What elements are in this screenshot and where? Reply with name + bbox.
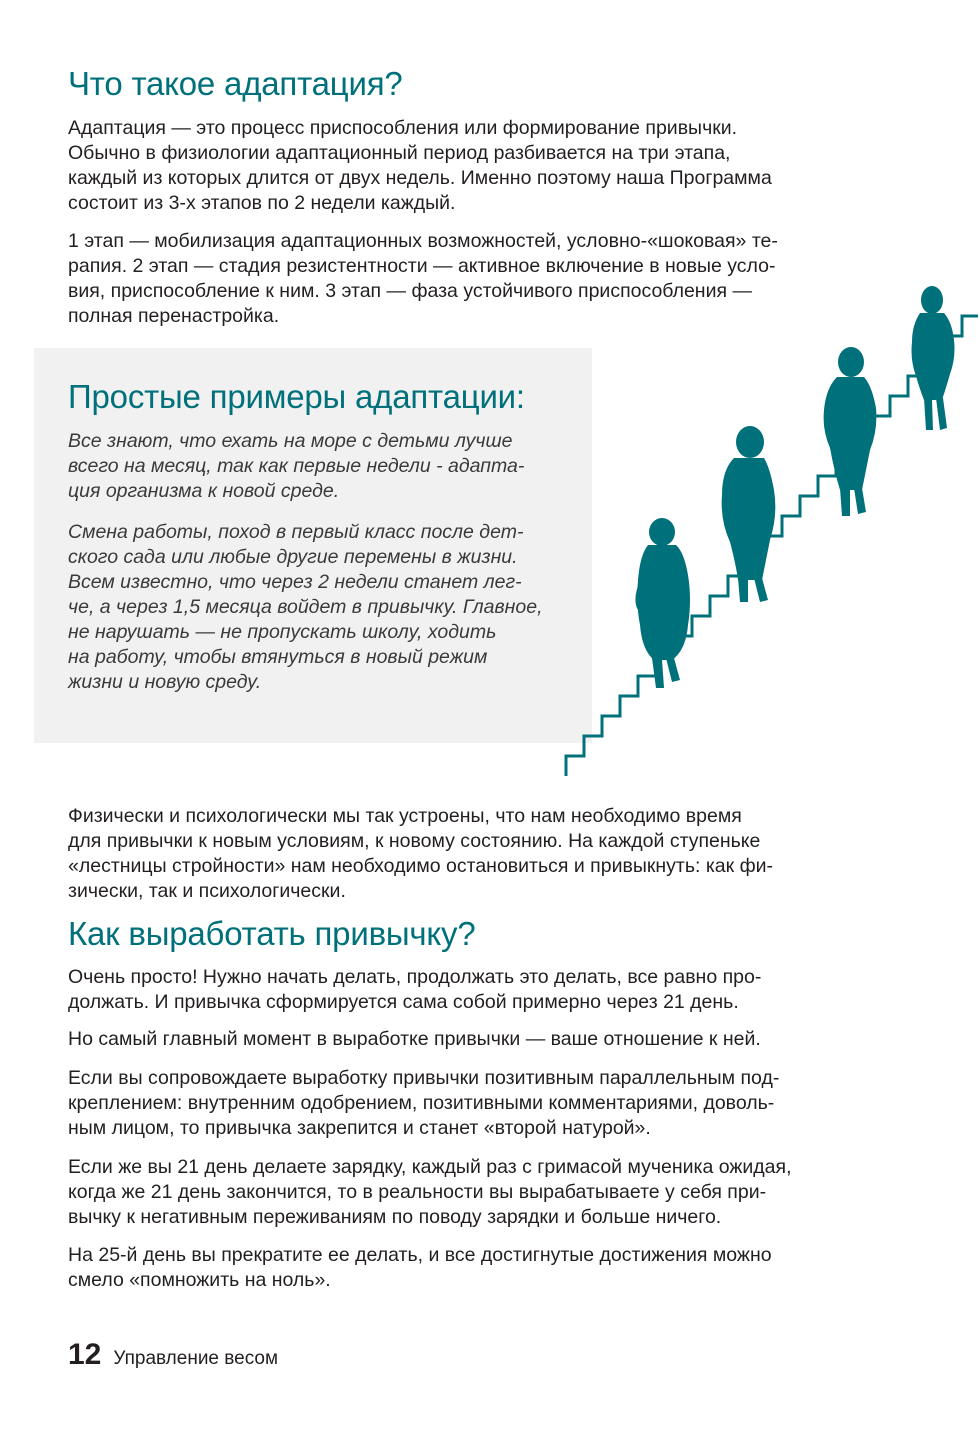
heading-simple-examples: Простые примеры адаптации: <box>68 378 525 415</box>
text-line: должать. И привычка сформируется сама собой примерно через 21 день. <box>68 991 739 1013</box>
text-line: Обычно в физиологии адаптационный период разбивается на три этапа, <box>68 142 731 164</box>
text-line: смело «помножить на ноль». <box>68 1269 331 1291</box>
text-line: На 25-й день вы прекратите ее делать, и все достигнутые достижения можно <box>68 1244 772 1266</box>
text-line: Очень просто! Нужно начать делать, продолжать это делать, все равно про- <box>68 966 762 988</box>
text-line: вия, приспособление к ним. 3 этап — фаза устойчивого приспособления — <box>68 280 752 302</box>
text-line: 1 этап — мобилизация адаптационных возможностей, условно-«шоковая» те- <box>68 230 778 252</box>
paragraph-habit-simple <box>68 965 838 1015</box>
paragraph-habit-positive <box>68 1066 838 1141</box>
paragraph-habit-day25 <box>68 1243 838 1293</box>
text-line: Физически и психологически мы так устроены, что нам необходимо время <box>68 805 742 827</box>
text-line: Смена работы, поход в первый класс после дет- <box>68 521 524 543</box>
text-line: для привычки к новым условиям, к новому состоянию. На каждой ступеньке <box>68 830 761 852</box>
text-line: Адаптация — это процесс приспособления или формирование привычки. <box>68 117 738 139</box>
staircase-illustration <box>560 280 980 780</box>
paragraph-example-changes <box>68 520 568 695</box>
text-line: всего на месяц, так как первые недели - адапта- <box>68 455 525 477</box>
text-line: креплением: внутренним одобрением, позитивными комментариями, доволь- <box>68 1092 775 1114</box>
staircase-line <box>566 316 978 776</box>
paragraph-physical-psychological <box>68 804 838 904</box>
page-number: 12 <box>68 1338 102 1371</box>
text-line: каждый из которых длится от двух недель. Именно поэтому наша Программа <box>68 167 772 189</box>
text-line: ция организма к новой среде. <box>68 480 340 502</box>
text-line: не нарушать — не пропускать школу, ходить <box>68 621 497 643</box>
footer-title: Управление весом <box>113 1348 279 1369</box>
silhouette-woman-1-icon <box>635 518 690 688</box>
text-line: ского сада или любые другие перемены в жизни. <box>68 546 518 568</box>
heading-what-is-adaptation: Что такое адаптация? <box>68 65 403 102</box>
text-line: Если вы сопровождаете выработку привычки позитивным параллельным под- <box>68 1067 780 1089</box>
text-line: когда же 21 день закончится, то в реальности вы вырабатываете у себя при- <box>68 1181 767 1203</box>
text-line: Всем известно, что через 2 недели станет лег- <box>68 571 522 593</box>
text-line: жизни и новую среду. <box>68 671 262 693</box>
page-footer <box>68 1338 278 1374</box>
silhouette-woman-3-icon <box>824 347 877 516</box>
text-line: Но самый главный момент в выработке привычки — ваше отношение к ней. <box>68 1028 761 1050</box>
paragraph-example-sea <box>68 429 568 504</box>
text-line: состоит из 3-х этапов по 2 недели каждый. <box>68 192 456 214</box>
text-line: полная перенастройка. <box>68 305 280 327</box>
text-line: на работу, чтобы втянуться в новый режим <box>68 646 488 668</box>
text-line: ным лицом, то привычка закрепится и станет «второй натурой». <box>68 1117 651 1139</box>
paragraph-habit-attitude <box>68 1027 838 1052</box>
heading-how-to-develop-habit: Как выработать привычку? <box>68 915 476 952</box>
text-line: зически, так и психологически. <box>68 880 346 902</box>
text-line: рапия. 2 этап — стадия резистентности — активное включение в новые усло- <box>68 255 776 277</box>
silhouette-woman-4-icon <box>912 286 955 430</box>
text-line: че, а через 1,5 месяца войдет в привычку. Главное, <box>68 596 543 618</box>
text-line: Если же вы 21 день делаете зарядку, каждый раз с гримасой мученика ожидая, <box>68 1156 792 1178</box>
text-line: вычку к негативным переживаниям по поводу зарядки и больше ничего. <box>68 1206 722 1228</box>
text-line: «лестницы стройности» нам необходимо остановиться и привыкнуть: как фи- <box>68 855 774 877</box>
paragraph-habit-negative <box>68 1155 838 1230</box>
text-line: Все знают, что ехать на море с детьми лучше <box>68 430 513 452</box>
paragraph-adaptation-definition <box>68 116 838 216</box>
